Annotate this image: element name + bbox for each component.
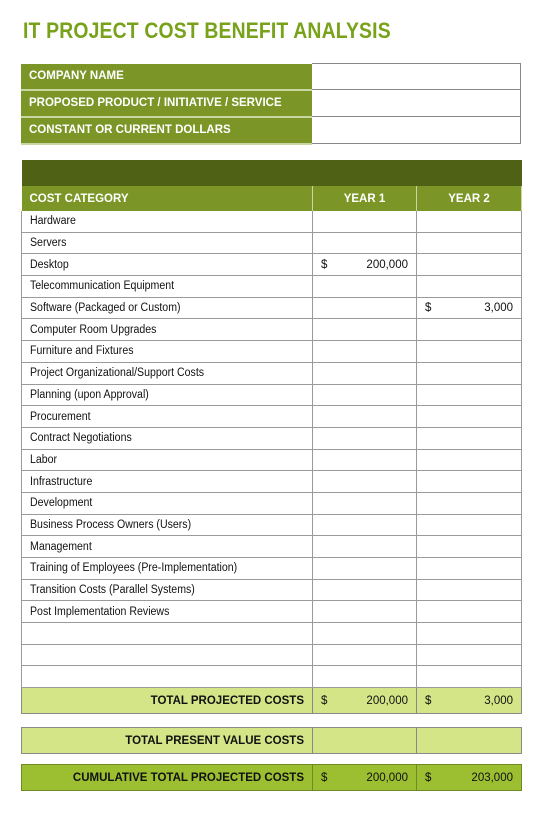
- table-row: [22, 319, 522, 341]
- year-1-value: 200,000: [366, 258, 408, 271]
- table-header-row: [22, 186, 522, 211]
- cost-category-label: Management: [30, 540, 92, 553]
- table-row: [22, 471, 522, 493]
- cost-category-cell[interactable]: [22, 406, 313, 428]
- cost-category-label: Labor: [30, 453, 58, 466]
- year-2-cell[interactable]: [417, 666, 522, 688]
- present-value-table: [21, 727, 522, 754]
- table-row: [22, 514, 522, 536]
- year-2-cell[interactable]: [417, 558, 522, 580]
- info-row-product: [21, 90, 521, 117]
- table-row: [22, 254, 522, 276]
- table-row: [22, 579, 522, 601]
- cost-table: [21, 160, 522, 714]
- header-year-2: YEAR 2: [417, 186, 522, 211]
- header-cost-category: COST CATEGORY: [22, 186, 313, 211]
- year-2-cell[interactable]: [417, 623, 522, 645]
- present-value-year-1-cell[interactable]: [313, 728, 417, 754]
- table-row: [22, 449, 522, 471]
- dollars-basis-field[interactable]: [312, 117, 521, 144]
- currency-symbol: $: [425, 694, 432, 707]
- year-1-cell[interactable]: [313, 384, 417, 406]
- cost-category-cell[interactable]: [22, 666, 313, 688]
- year-2-cell[interactable]: [417, 579, 522, 601]
- total-year-1-cell[interactable]: [313, 688, 417, 714]
- table-row: [22, 384, 522, 406]
- cost-category-label: Planning (upon Approval): [30, 388, 149, 401]
- cumulative-year-1-cell[interactable]: [313, 765, 417, 791]
- year-1-cell[interactable]: [313, 601, 417, 623]
- cost-category-label: Furniture and Fixtures: [30, 345, 134, 358]
- cost-category-label: Procurement: [30, 410, 91, 423]
- cost-category-label: Computer Room Upgrades: [30, 323, 157, 336]
- year-2-cell[interactable]: [417, 384, 522, 406]
- year-2-cell[interactable]: [417, 341, 522, 363]
- year-2-cell[interactable]: [417, 449, 522, 471]
- header-year-1: YEAR 1: [313, 186, 417, 211]
- cost-category-label: Servers: [30, 237, 67, 250]
- proposed-product-label: PROPOSED PRODUCT / INITIATIVE / SERVICE: [21, 90, 312, 117]
- cost-category-label: Desktop: [30, 258, 69, 271]
- present-value-row: [22, 728, 522, 754]
- year-2-cell[interactable]: [417, 514, 522, 536]
- year-1-cell[interactable]: [313, 211, 417, 232]
- page-title: IT PROJECT COST BENEFIT ANALYSIS: [23, 18, 391, 43]
- year-2-cell[interactable]: [417, 427, 522, 449]
- table-row: [22, 644, 522, 666]
- present-value-label: TOTAL PRESENT VALUE COSTS: [22, 728, 313, 754]
- cost-category-label: Contract Negotiations: [30, 432, 132, 445]
- year-2-cell[interactable]: [417, 536, 522, 558]
- cost-category-label: Development: [30, 497, 93, 510]
- present-value-year-2-cell[interactable]: [417, 728, 522, 754]
- table-row: [22, 211, 522, 232]
- year-1-cell[interactable]: [313, 232, 417, 254]
- band-cell: [22, 160, 522, 186]
- cumulative-label: CUMULATIVE TOTAL PROJECTED COSTS: [22, 765, 313, 791]
- info-row-company: [21, 64, 521, 90]
- table-row: [22, 536, 522, 558]
- cost-category-cell[interactable]: [22, 644, 313, 666]
- year-1-cell[interactable]: [313, 362, 417, 384]
- year-2-cell[interactable]: [417, 362, 522, 384]
- table-row: [22, 558, 522, 580]
- table-row: [22, 341, 522, 363]
- year-1-cell[interactable]: [313, 492, 417, 514]
- cost-category-cell[interactable]: [22, 211, 313, 232]
- year-2-cell[interactable]: [417, 319, 522, 341]
- table-row: [22, 666, 522, 688]
- cost-category-cell[interactable]: [22, 341, 313, 363]
- table-row: [22, 362, 522, 384]
- cost-category-cell[interactable]: [22, 297, 313, 319]
- cost-category-label: Training of Employees (Pre-Implementation): [30, 562, 238, 575]
- total-year-2-cell[interactable]: [417, 688, 522, 714]
- currency-symbol: $: [425, 302, 432, 315]
- year-1-cell[interactable]: [313, 514, 417, 536]
- cost-category-cell[interactable]: [22, 601, 313, 623]
- table-row: [22, 297, 522, 319]
- year-2-cell[interactable]: [417, 254, 522, 276]
- year-1-cell[interactable]: [313, 623, 417, 645]
- cost-category-label: Hardware: [30, 215, 76, 228]
- year-1-cell[interactable]: [313, 297, 417, 319]
- table-row: [22, 276, 522, 298]
- table-row: [22, 427, 522, 449]
- cost-category-cell[interactable]: [22, 623, 313, 645]
- year-2-cell[interactable]: [417, 492, 522, 514]
- currency-symbol: $: [321, 694, 328, 707]
- year-1-cell[interactable]: [313, 666, 417, 688]
- cost-category-label: Telecommunication Equipment: [30, 280, 175, 293]
- year-2-cell[interactable]: [417, 297, 522, 319]
- total-year-1-value: 200,000: [366, 694, 408, 707]
- year-1-cell[interactable]: [313, 341, 417, 363]
- cost-category-cell[interactable]: [22, 254, 313, 276]
- cost-category-cell[interactable]: [22, 276, 313, 298]
- info-row-dollars: [21, 117, 521, 144]
- cost-category-label: Transition Costs (Parallel Systems): [30, 584, 195, 597]
- year-2-cell[interactable]: [417, 601, 522, 623]
- year-2-cell[interactable]: [417, 471, 522, 493]
- company-info-table: [21, 63, 521, 145]
- cost-category-cell[interactable]: [22, 579, 313, 601]
- year-2-cell[interactable]: [417, 406, 522, 428]
- table-row: [22, 623, 522, 645]
- cost-category-cell[interactable]: [22, 449, 313, 471]
- cost-category-cell[interactable]: [22, 492, 313, 514]
- year-1-cell[interactable]: [313, 449, 417, 471]
- cost-category-cell[interactable]: [22, 514, 313, 536]
- year-2-cell[interactable]: [417, 276, 522, 298]
- cost-category-label: Project Organizational/Support Costs: [30, 367, 205, 380]
- cost-category-cell[interactable]: [22, 319, 313, 341]
- cost-category-cell[interactable]: [22, 427, 313, 449]
- table-row: [22, 406, 522, 428]
- cumulative-table: [21, 764, 522, 791]
- cost-category-cell[interactable]: [22, 536, 313, 558]
- cost-category-cell[interactable]: [22, 232, 313, 254]
- cost-category-label: Business Process Owners (Users): [30, 518, 192, 531]
- year-1-cell[interactable]: [313, 406, 417, 428]
- total-year-2-value: 3,000: [484, 694, 514, 707]
- year-2-cell[interactable]: [417, 644, 522, 666]
- year-1-cell[interactable]: [313, 644, 417, 666]
- currency-symbol: $: [425, 771, 432, 784]
- year-2-cell[interactable]: [417, 232, 522, 254]
- cost-category-label: Post Implementation Reviews: [30, 605, 170, 618]
- year-1-cell[interactable]: [313, 254, 417, 276]
- year-1-cell[interactable]: [313, 319, 417, 341]
- year-1-cell[interactable]: [313, 276, 417, 298]
- cost-category-cell[interactable]: [22, 558, 313, 580]
- year-1-cell[interactable]: [313, 427, 417, 449]
- cumulative-year-2-cell[interactable]: [417, 765, 522, 791]
- dollars-basis-label: CONSTANT OR CURRENT DOLLARS: [21, 117, 312, 144]
- cumulative-year-1-value: 200,000: [366, 771, 408, 784]
- year-1-cell[interactable]: [313, 471, 417, 493]
- table-row: [22, 601, 522, 623]
- year-1-cell[interactable]: [313, 558, 417, 580]
- cumulative-row: [22, 765, 522, 791]
- cost-category-label: Software (Packaged or Custom): [30, 302, 181, 315]
- year-1-cell[interactable]: [313, 579, 417, 601]
- total-projected-costs-label: TOTAL PROJECTED COSTS: [22, 688, 313, 714]
- year-2-value: 3,000: [484, 302, 514, 315]
- company-name-label: COMPANY NAME: [21, 64, 312, 90]
- currency-symbol: $: [321, 771, 328, 784]
- cumulative-year-2-value: 203,000: [471, 771, 513, 784]
- cost-category-cell[interactable]: [22, 471, 313, 493]
- year-2-cell[interactable]: [417, 211, 522, 232]
- year-1-cell[interactable]: [313, 536, 417, 558]
- company-name-field[interactable]: [312, 64, 521, 90]
- proposed-product-field[interactable]: [312, 90, 521, 117]
- cost-category-label: Infrastructure: [30, 475, 93, 488]
- cost-category-cell[interactable]: [22, 362, 313, 384]
- table-row: [22, 492, 522, 514]
- table-top-band: [22, 160, 522, 186]
- cost-category-cell[interactable]: [22, 384, 313, 406]
- total-projected-costs-row: [22, 688, 522, 714]
- table-row: [22, 232, 522, 254]
- currency-symbol: $: [321, 258, 328, 271]
